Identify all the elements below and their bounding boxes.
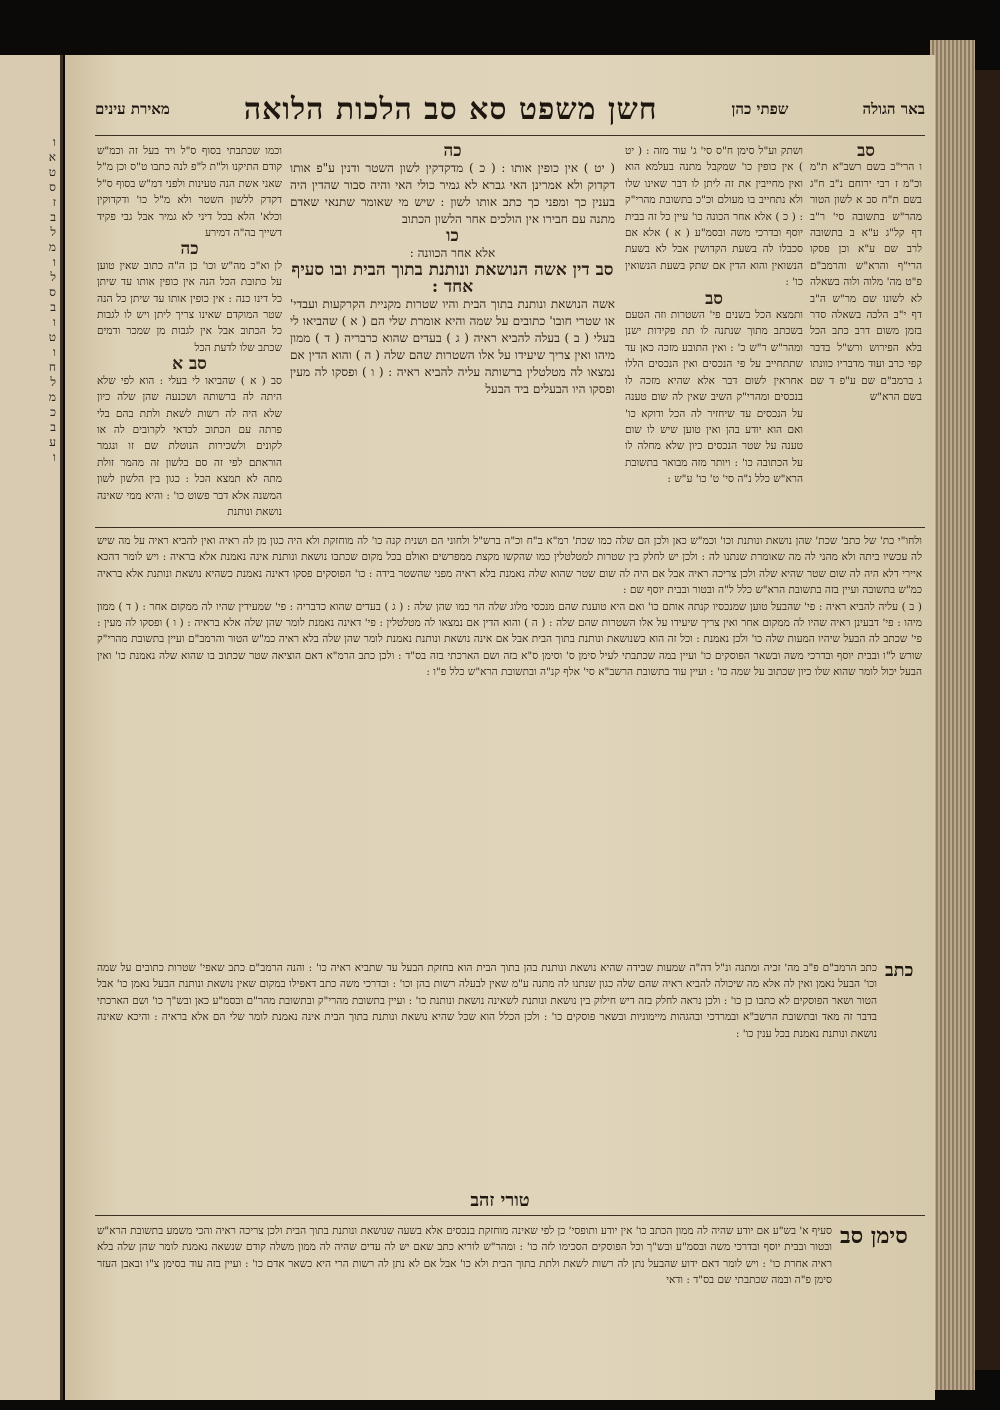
turei-zahav-title: טורי זהב	[470, 1190, 530, 1211]
turei-zahav-siman: סימן סב	[840, 1223, 908, 1249]
header-left-label: מאירת עינים	[95, 99, 170, 118]
turei-zahav-text: סעיף א' בש"ע אם יודע שהיה לה ממון הכתב כו' אין יודע ותופסי' כן לפי שאינה מוחזקת בנכסים אלא בשעה שנושאת ונותנת בתוך הבית ולכן צריכה ראיה והכי משמע בתשובת הרא"ש ובטור ובבית יוסף ובדרכי משה ובסמ"ע ובש"ך וכל הפוסקים הסכימו לזה כו' : ומהר"ש לוריא כתב שאם יש לה עדים שהיה לה ממון משלה קודם שנשאה נאמנת לומר שהן שלה בלא ראיה אחרת כו' : ויש לומר דאם ידוע שהבעל נתן לה רשות לשאת ולתת בתוך הבית ולא כו' אבל אם לא נתן לה רשות הרי היא כשאר אדם כו' : ועיין בזה עוד בסימן צ"ו ובאבן העזר סימן פ"ה ובמה שכתבתי שם בס"ד : ודאי	[97, 1225, 832, 1287]
shulchan-aruch-p1: ( יט ) אין כופין אותו : ( כ ) מדקדקין לשון השטר ודנין ע"פ אותו דקדוק ולא אמרינן האי גברא לא גמיר כולי האי והיה סבור שהדין היה בענין כך ומפני כך כתב אותו לשון : שיש מי שאומר שתנאי שאדם מתנה עם חבירו אין הולכים אחר הלשון הכתוב	[290, 161, 615, 226]
beer-hagolah-column	[810, 143, 922, 543]
seif-number-1: כה	[443, 143, 462, 161]
beer-hagolah-siman: סב	[857, 143, 875, 161]
left-page-fragment	[0, 55, 63, 1400]
shulchan-aruch-p1-end: אלא אחר הכוונה :	[409, 246, 496, 260]
shach-p2: ותמצא הכל בשנים פי' השטרות וזה הטעם בשכתב מתוך שנתנה לו תת פקידות ישנן ומהר"ש ר"ש כ' : ואין התובע מזכה כאן עד שתתחייב על פי הנכסים ואין הנכסים הללו אחראין לשום דבר אלא שהיא מזכה לו בנכסים ומהרי"ק השיב שאין לה שום טענה על הנכסים עד שיחזיר לה הכל ודוקא כו' ואם הוא יודע בהן ואין טוען שיש לו שום טענה על שטר הנכסים כיון שלא מחלה לו על הכתובה כו' : ויותר מזה מבואר בתשובת הרא"ש כלל נ"ה סי' ט' כו' ע"ש :	[625, 309, 803, 486]
sma-label-2-seif: א	[172, 354, 184, 375]
shulchan-aruch-column	[290, 143, 615, 518]
middle-p2: ( ב ) עליה להביא ראיה : פי' שהבעל טוען שמנכסיו קנתה אותם כו' ואם היא טוענת שהם מנכסי מלוג שלה הוי כמו שהן שלה : ( ג ) בעדים שהוא כדבריה : פי' שמעידין שהיו לה ממקום אחר : ( ד ) ממון מיהו : פי' דבעינן ראיה שהיו לה ממקום אחר ואין צריך שיעידו על אלו השטרות שהם שלה : ( ה ) והוא הדין אם נמצאו לה מטלטלין : פי' דאינה נאמנת לומר שהן שלה אלא בראיה : ( ו ) ופסקו לה מעין : פי' שכתב לה הבעל שיהיו המעות שלה כו' ולכן נאמנת : וכל זה הוא כשנושאת ונותנת בתוך הבית אבל אם אינה נושאת ונותנת נאמנת לומר שהן שלה בלא ראיה כמ"ש הטור והרמב"ם ועיין בתשובת מהרי"ק שורש ל"ו ובבית יוסף ובדרכי משה ובשאר הפוסקים כו' ועיין במה שכתבתי לעיל סימן ס' וסימן ס"א בזה ושם הארכתי בזה בס"ד : ולכן כתב הרמ"א דאם הוציאה שטר שכתוב בו שהוא שלה נאמנת כו' ואין הבעל יכול לומר שהוא שלו כיון שכתוב על שמה כו' : ועיין עוד בתשובת הרשב"א סי' אלף קנ"ה ובתשובת הרא"ש כלל פ"ו :	[97, 600, 922, 679]
sma-label-1: כה	[180, 239, 199, 260]
turei-zahav-text-block	[97, 1223, 832, 1323]
shach-p1: ושתק וע"ל סימן ח"ס סי' ג' עוד מזה : ( יט ) אין כופין כו' שמקבל מתנה בעלמא הוא ואין מחייבין את זה ליתן לו דבר שאינו שלו ולא נתחייב בו מעולם וכ"כ בתשובת מהרי"ק : ( כ ) אלא אחר הכונה כו' עיין כל זה בבית יוסף ובדרכי משה ובסמ"ע ( א ) אלא אם סכבלו לה בשעת הקדושין אבל לא בשעת הנשואין והוא הדין אם שתק בשעת הנשואין כו' :	[625, 145, 803, 289]
sma-label-2-siman: סב	[188, 354, 207, 375]
shulchan-aruch-p2: אשה הנושאת ונותנת בתוך הבית והיו שטרות מקניית הקרקעות ועבדי' או שטרי חובו' כתובים על שמה והיא אומרת שלי הם ( א ) שהביאו לי בעלי ( ב ) בעלה להביא ראיה ( ג ) בעדים שהוא כרבריה ( ד ) ממון מיהו ואין צריך שיעידו על אלו השטרות שהם שלה ( ה ) והוא הדין אם נמצאו לה מטלטלין ברשותה עליה להביא ראיה : ( ו ) ופסקו לה מעין ופסקו היו הבעלים ביד הבעל	[290, 297, 615, 396]
sma-p1: וכמו שכתבתי בסוף ס"ל ויד בעל זה וכמ"ש קודם התיקנו ול"ת ל"פ לנה כתבו ט"ס וכן מ"ל שאני אשת הנה טעינות ולפני דמ"ש בסוף ס"ל דקדק ללשון השטר ולא מ"ל כו' ודקדוקין וכלא' הלא בכל דיני לא גמיר אבל גבי פקיד דשייך בה"ה דמירע	[97, 145, 282, 240]
siman-number: סב	[595, 260, 614, 280]
header-sub-right-label: שפתי כהן	[731, 99, 789, 118]
bottom-p1: כתב הרמב"ם פ"ב מה' זכיה ומתנה ונ"ל דה"ה שמעות שבידה שהיא נושאת ונותנת בהן בתוך הבית הוא בחזקת הבעל עד שתביא ראיה כו' : והנה הרמב"ם כתב שאפי' שטרות כתובים על שמה וכו' הבעל נאמן ואין לה אלא מה שיכולה להביא ראיה שהם שלה כגון שנתנו לה מתנה ע"מ שאין לבעלה רשות בהן וכו' : ובדרכי משה כתב דאפילו במקום שאין נושאת ונותנת הבעל נאמן כו' אבל הטור ושאר הפוסקים לא כתבו כן כו' : ולכן נראה לחלק בזה דיש חילוק בין נושאת ונותנת לשאינה נושאת ונותנת כו' : ועיין בתשובת מהרי"ק ובתשובת מהר"ם ובסמ"ע כאן ובש"ך כו' ושם הארכתי בדבר זה מאד ובתשובת הרשב"א ובמרדכי ובהגהות מיימוניות ובשאר פוסקים כו' : ולכן הכלל הוא שכל שהיא נושאת ונותנת בתוך הבית אינה נאמנת לומר שלי הם אלא בראיה : והיכא שאינה נושאת ונותנת נאמנת בכל ענין כו' :	[97, 962, 877, 1040]
siman-heading	[290, 262, 615, 296]
header-rule	[95, 135, 925, 136]
seif-number-2: כו	[446, 226, 459, 246]
book-binding	[975, 70, 1000, 1370]
shach-label: סב	[705, 288, 723, 309]
left-page-text: ו א ט ס ז ב ל מ ו ל ס ב ו ט ו ח ל מ כ ב ע ו	[48, 135, 56, 464]
sma-p3: סב ( א ) שהביאו לי בעלי : הוא לפי שלא היתה לה ברשותה ושכנעה שהן שלה כיון שלא היה לה רשות לשאת ולתת בהם בלי פרתה עם הכתוב לכדאי לקרובים לה או לקונים ולשכירות הנוטלת שם זו ונגמר הוראתם לפי זה סם בלשון זה מהמר זולת מתה לא תמצא הכל : כגון בין הלשון לשון המשנה אלא דבר פשוט כו' : והיא ממי שאינה נושאת ונותנת	[97, 374, 282, 518]
mid-rule	[95, 527, 925, 528]
sma-p2: לן וא"כ מה"ש וכו' כן ה"ה כתוב שאין טוען על כתובת הכל הנה אין כופין אותו עד שיתן כל דינו כנה : אין כופין אותו עד שיתן כל הנה שטר המוקדם שאינו צריך ליתן ויש לו לגבות כל הכתוב אבל אין לגבות מן שמכר ודמים שכתב שלו לדעת הכל	[97, 259, 282, 354]
bottom-label: כתב	[885, 960, 914, 981]
siman-title: דין אשה הנושאת ונותנת בתוך הבית ובו סעיף אחד :	[291, 260, 590, 297]
sma-label-2	[97, 354, 282, 375]
middle-p1: ולחו"י כת' של כתב' שכת' שהן נושאת ונותנת וכו' וכמ"ש כאן ולכן הם שלה כמו שכת' רמ"א ב"ח וכ"ה ברש"ל ולחוני הם ושנית קנה כו' לה מוחזקת ולא היה כגון מן לה ראיה ואין להביא ראיה על מה שיש לה עכשיו ביתה ולא מהני לה מה שאומרת שנתנו לה : ולכן יש לחלק בין שטרות למטלטלין כמו שהקשו מקצת ממפרשים ואולם בכל מקום שכתבו נושאת ונותנת אינה נאמנת אלא בראיה : ויש לומר דהכא איירי דלא היה לה שום שטר שהיא שלה ולכן צריכה ראיה אבל אם היה לה שום שטר שהוא שלה נאמנת בלא ראיה מפני שהשטר בידה : כו' הפוסקים פסקו דאינה נאמנת כשהיא נושאת ונותנת אלא בראיה כמ"ש בתשובה ועיין בזה בתשובת הרא"ש כלל ל"ה ובטור ובבית יוסף שם :	[97, 535, 922, 597]
turei-zahav-rule	[95, 1215, 925, 1216]
page-header	[95, 85, 925, 133]
sma-column	[97, 143, 282, 523]
page-edges	[930, 40, 975, 1390]
bottom-commentary	[97, 960, 877, 1185]
shach-column	[625, 143, 803, 528]
right-page	[65, 55, 935, 1400]
header-right-label: באר הגולה	[862, 99, 925, 118]
beer-hagolah-text: ו הרי"ב בשם רשב"א ת"מ וכ"מ ז רבי ירוחם נ"ב ח"ג בשם ת"ח סב א לשון הטור מהר"ש בתשובה סי' ר"ב דף קל"ג ע"א ב בתשובה לרב שם ע"א וכן פסקו הרי"ף והרא"ש והרמב"ם פ"ט מה' מלוה ולוה בשאלה לא לשונו שם מר"ש ה"ב דף י"ב הלכה בשאלה סדר בזמן משום דרב כתב הכל בלא הפירוש ורש"ל בדבר קפי כרב ועוד מדבריו כוונתו ג ברמב"ם שם ע"פ ד שם בשם הרא"ש	[810, 161, 922, 404]
middle-commentary	[97, 533, 922, 953]
page-title: חשן משפט סא סב הלכות הלואה	[243, 91, 658, 127]
